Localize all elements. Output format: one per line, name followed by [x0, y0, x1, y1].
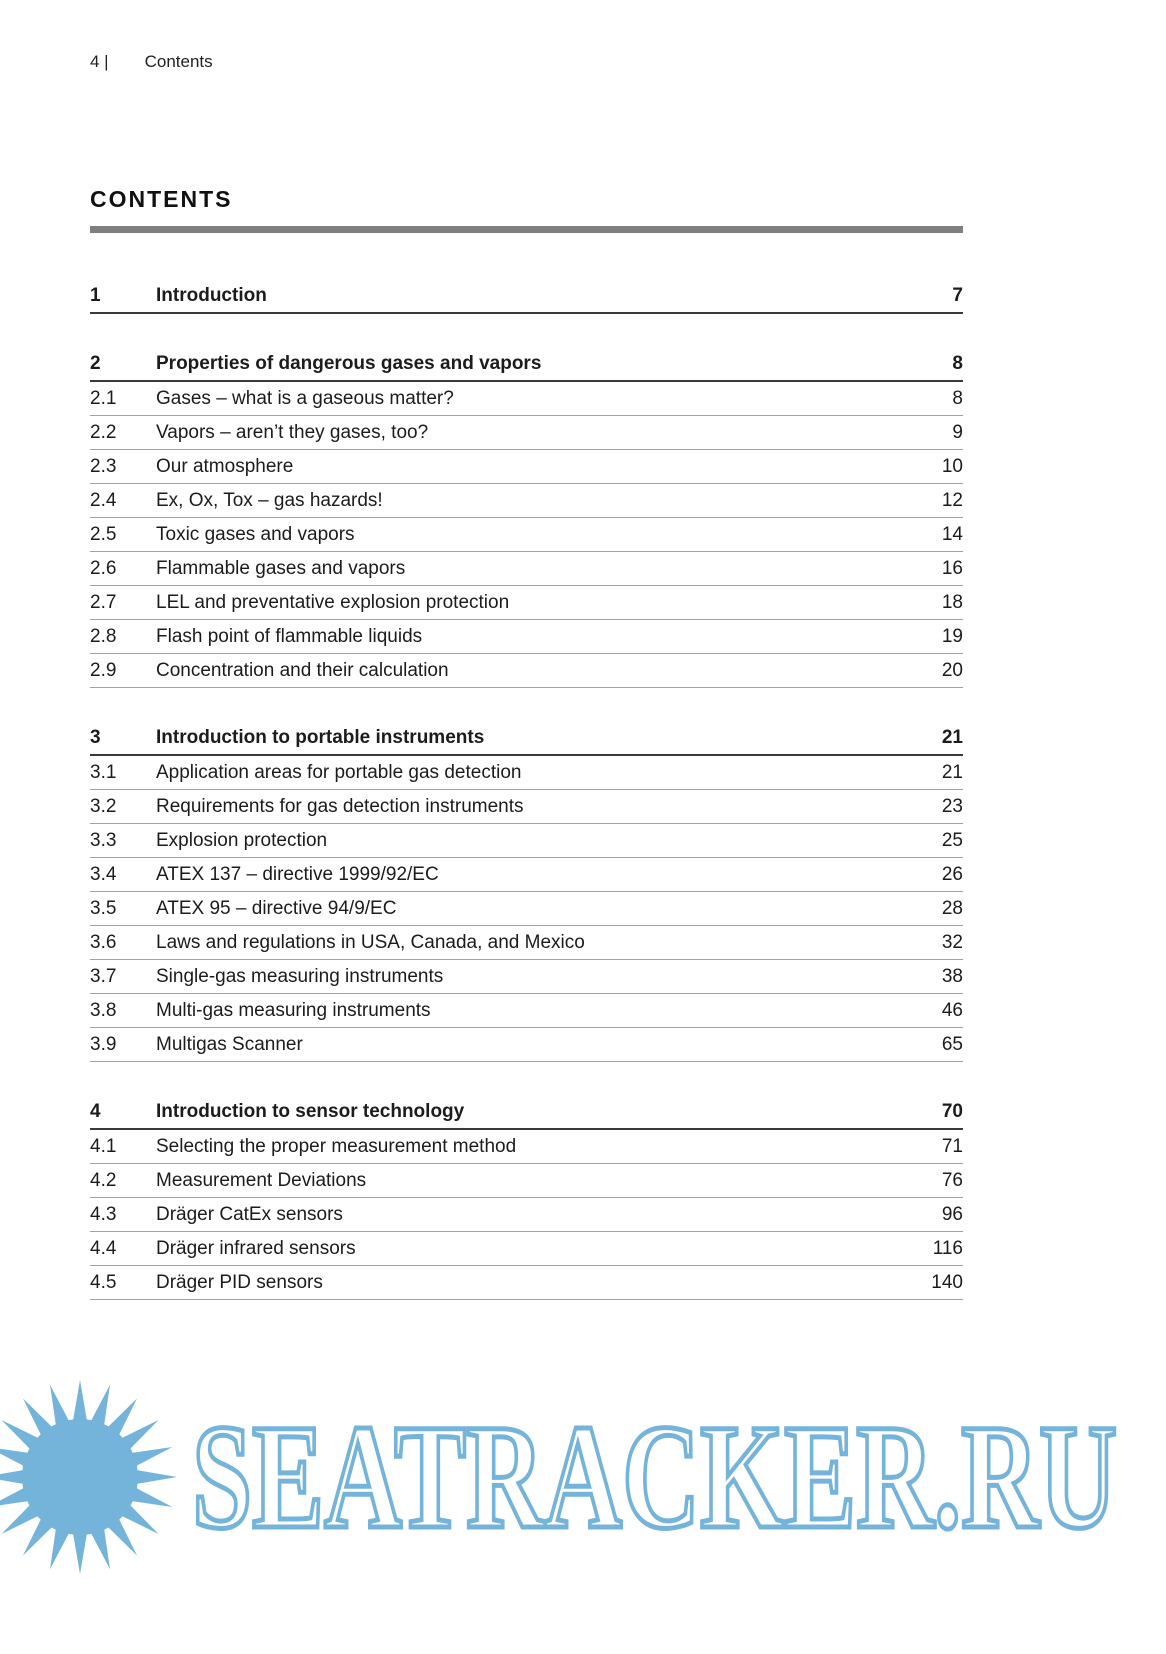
- toc-entry-number: 3.6: [90, 932, 117, 953]
- watermark: [0, 1352, 1166, 1602]
- toc-entry-number: 3.2: [90, 796, 117, 817]
- toc-entry-page: 96: [941, 1204, 963, 1225]
- toc-row[interactable]: [90, 960, 963, 994]
- title-rule: [90, 226, 963, 233]
- toc-row[interactable]: [90, 620, 963, 654]
- toc-entry-title: Vapors – aren’t they gases, too?: [156, 422, 429, 443]
- toc-entry-number: 2: [90, 353, 101, 374]
- toc-row[interactable]: [90, 756, 963, 790]
- toc-entry-title: Application areas for portable gas detection: [156, 762, 522, 783]
- toc-entry-number: 2.3: [90, 456, 117, 477]
- toc-entry-page: 25: [941, 830, 963, 851]
- toc-row[interactable]: [90, 518, 963, 552]
- toc-entry-title: Single-gas measuring instruments: [156, 966, 444, 987]
- toc-row[interactable]: [90, 347, 963, 382]
- header-page-number: 4 |: [90, 52, 109, 71]
- toc-entry-title: Properties of dangerous gases and vapors: [156, 353, 542, 374]
- toc-entry-title: Ex, Ox, Tox – gas hazards!: [156, 490, 383, 511]
- toc-entry-page: 76: [941, 1170, 963, 1191]
- toc-entry-title: Laws and regulations in USA, Canada, and Mexico: [156, 932, 585, 953]
- toc-entry-page: 71: [941, 1136, 963, 1157]
- toc-entry-title: Dräger CatEx sensors: [156, 1204, 343, 1225]
- toc-entry-title: Concentration and their calculation: [156, 660, 449, 681]
- toc-entry-page: 38: [941, 966, 963, 987]
- page-header: [90, 52, 963, 72]
- toc-entry-title: Introduction to portable instruments: [156, 727, 485, 748]
- contents-title: CONTENTS: [90, 186, 233, 212]
- toc-row[interactable]: [90, 1232, 963, 1266]
- toc-row[interactable]: [90, 1028, 963, 1062]
- toc-row[interactable]: [90, 416, 963, 450]
- toc-entry-number: 3.1: [90, 762, 117, 783]
- toc-entry-title: ATEX 137 – directive 1999/92/EC: [156, 864, 439, 885]
- toc-entry-title: LEL and preventative explosion protection: [156, 592, 510, 613]
- toc-entry-number: 4.2: [90, 1170, 117, 1191]
- toc-entry-page: 18: [941, 592, 963, 613]
- toc-entry-number: 2.4: [90, 490, 117, 511]
- toc-row[interactable]: [90, 1164, 963, 1198]
- toc-row[interactable]: [90, 279, 963, 314]
- toc-entry-page: 26: [941, 864, 963, 885]
- toc-entry-number: 2.1: [90, 388, 117, 409]
- toc-entry-page: 7: [952, 285, 963, 306]
- toc-entry-number: 4.5: [90, 1272, 117, 1293]
- toc-entry-number: 4.4: [90, 1238, 117, 1259]
- toc-row[interactable]: [90, 450, 963, 484]
- toc-entry-title: Measurement Deviations: [156, 1170, 367, 1191]
- toc-entry-page: 65: [941, 1034, 963, 1055]
- toc-entry-number: 3.5: [90, 898, 117, 919]
- toc-entry-page: 46: [941, 1000, 963, 1021]
- toc-entry-title: Explosion protection: [156, 830, 328, 851]
- toc-entry-page: 70: [941, 1101, 963, 1122]
- toc-entry-title: Introduction to sensor technology: [156, 1101, 465, 1122]
- toc-entry-number: 2.6: [90, 558, 117, 579]
- toc-entry-number: 4.3: [90, 1204, 117, 1225]
- toc-entry-title: Selecting the proper measurement method: [156, 1136, 517, 1157]
- toc-entry-page: 140: [931, 1272, 963, 1293]
- toc-entry-page: 16: [941, 558, 963, 579]
- toc-entry-page: 21: [941, 727, 963, 748]
- toc-entry-page: 20: [941, 660, 963, 681]
- toc-entry-page: 14: [941, 524, 963, 545]
- toc-entry-number: 2.5: [90, 524, 117, 545]
- toc-entry-page: 9: [952, 422, 963, 443]
- toc-entry-page: 32: [941, 932, 963, 953]
- toc-row[interactable]: [90, 994, 963, 1028]
- toc-entry-page: 21: [941, 762, 963, 783]
- toc-row[interactable]: [90, 484, 963, 518]
- toc-row[interactable]: [90, 1130, 963, 1164]
- toc-entry-number: 2.2: [90, 422, 117, 443]
- toc-row[interactable]: [90, 552, 963, 586]
- toc-row[interactable]: [90, 586, 963, 620]
- toc-entry-title: Multi-gas measuring instruments: [156, 1000, 431, 1021]
- toc-entry-page: 8: [952, 353, 963, 374]
- toc-entry-number: 3.3: [90, 830, 117, 851]
- toc-entry-number: 3.9: [90, 1034, 117, 1055]
- toc-entry-title: Dräger PID sensors: [156, 1272, 323, 1293]
- header-running-title: Contents: [144, 52, 213, 71]
- toc-entry-title: Multigas Scanner: [156, 1034, 303, 1055]
- toc-entry-title: Flash point of flammable liquids: [156, 626, 423, 647]
- toc-entry-title: Requirements for gas detection instruments: [156, 796, 524, 817]
- toc-entry-page: 8: [952, 388, 963, 409]
- toc-entry-number: 3.4: [90, 864, 117, 885]
- watermark-text: SEATRACKER.RU: [192, 1394, 1118, 1560]
- toc-row[interactable]: [90, 654, 963, 688]
- toc-row[interactable]: [90, 1095, 963, 1130]
- toc-row[interactable]: [90, 1198, 963, 1232]
- toc-entry-page: 10: [941, 456, 963, 477]
- toc-entry-page: 23: [941, 796, 963, 817]
- toc-entry-page: 116: [932, 1238, 963, 1259]
- toc-entry-title: Our atmosphere: [156, 456, 294, 477]
- toc-entry-number: 3.7: [90, 966, 117, 987]
- toc-entry-title: Introduction: [156, 285, 267, 306]
- toc-list: [90, 279, 963, 1300]
- toc-row[interactable]: [90, 790, 963, 824]
- toc-row[interactable]: [90, 926, 963, 960]
- toc-entry-title: Flammable gases and vapors: [156, 558, 406, 579]
- toc-entry-title: Toxic gases and vapors: [156, 524, 355, 545]
- toc-entry-number: 2.9: [90, 660, 117, 681]
- toc-entry-page: 12: [941, 490, 963, 511]
- toc-entry-number: 3.8: [90, 1000, 117, 1021]
- toc-row[interactable]: [90, 721, 963, 756]
- toc-entry-number: 4.1: [90, 1136, 117, 1157]
- toc-entry-number: 4: [90, 1101, 101, 1122]
- toc-row[interactable]: [90, 824, 963, 858]
- toc-entry-number: 2.8: [90, 626, 117, 647]
- toc-entry-title: Dräger infrared sensors: [156, 1238, 356, 1259]
- toc-row[interactable]: [90, 858, 963, 892]
- toc-entry-title: ATEX 95 – directive 94/9/EC: [156, 898, 397, 919]
- toc-entry-title: Gases – what is a gaseous matter?: [156, 388, 454, 409]
- toc-entry-number: 3: [90, 727, 101, 748]
- toc-entry-page: 28: [941, 898, 963, 919]
- toc-row[interactable]: [90, 892, 963, 926]
- toc-row[interactable]: [90, 1266, 963, 1300]
- toc-row[interactable]: [90, 382, 963, 416]
- toc-entry-page: 19: [941, 626, 963, 647]
- toc-entry-number: 1: [90, 285, 101, 306]
- toc-entry-number: 2.7: [90, 592, 117, 613]
- sun-icon: [0, 1352, 180, 1602]
